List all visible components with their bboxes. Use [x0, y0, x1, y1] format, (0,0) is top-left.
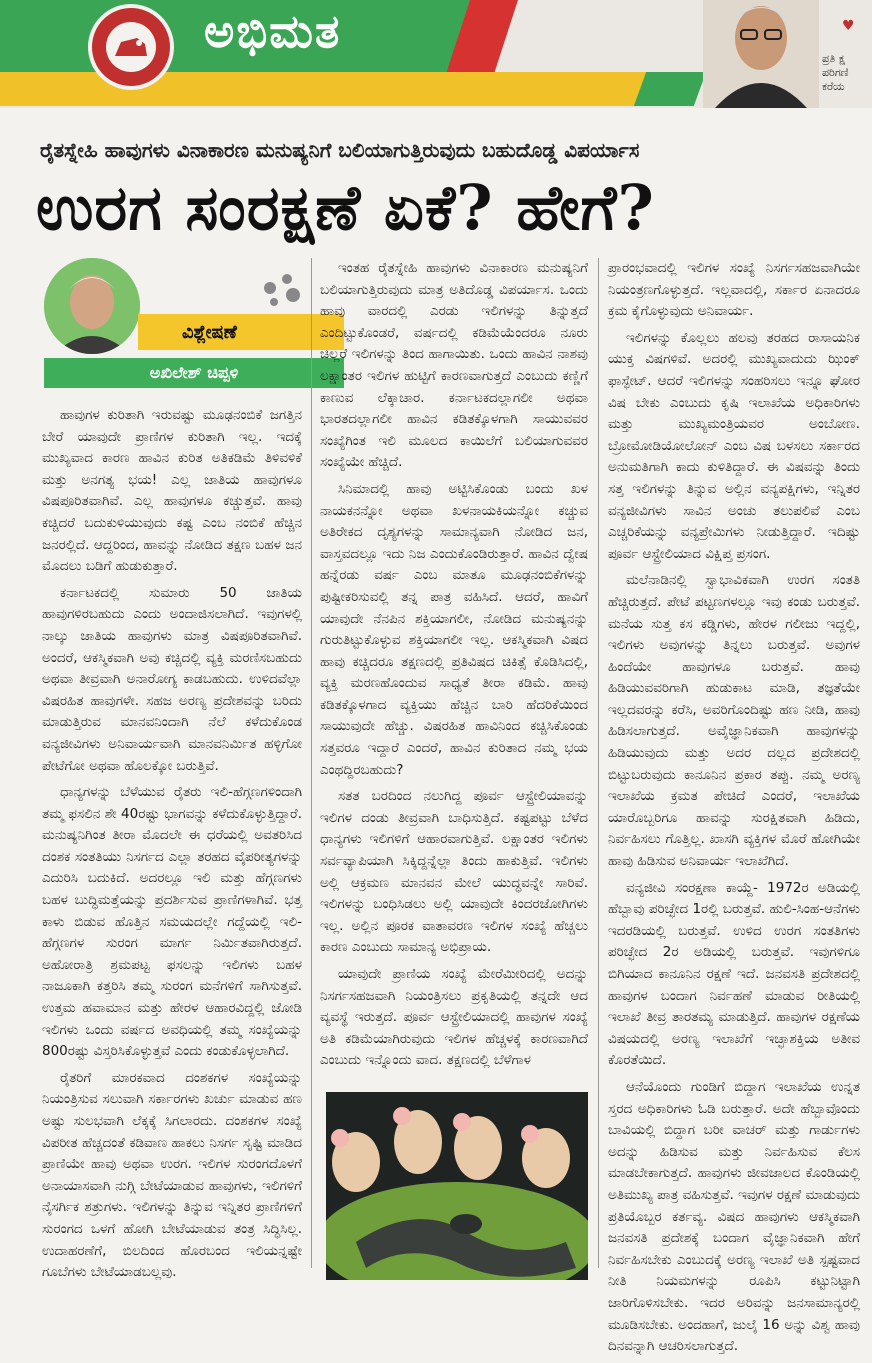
- paragraph: ಸತತ ಬರದಿಂದ ನಲುಗಿದ್ದ ಪೂರ್ವ ಆಸ್ಟ್ರೇಲಿಯಾವನ್ನು ಇಲಿಗಳ ದಂಡು ತೀವ್ರವಾಗಿ ಬಾಧಿಸುತ್ತಿದೆ. ಕಷ್ಟಪಟ್ಟು ಬೆಳೆದ ಧಾನ್ಯಗಳು ಇಲಿಗಳಿಗೆ ಆಹಾರವಾಗುತ್ತಿವೆ. ಲಕ್ಷಾಂತರ ಇಲಿಗಳು ಸರ್ವವ್ಯಾಪಿಯಾಗಿ ಸಿಕ್ಕಿದ್ದನ್ನೆಲ್ಲಾ ತಿಂದು ಹಾಕುತ್ತಿವೆ. ಇಲಿಗಳು ಅಲ್ಲಿ ಆಕ್ರಮಣ ಮಾನವನ ಮೇಲೆ ಯುದ್ಧವನ್ನೇ ಸಾರಿವೆ. ಇಲಿಗಳನ್ನು ಬಂಧಿಸಿಡಲು ಅಲ್ಲಿ ಯಾವುದೇ ಕಿಂದರಜೋಗಿಗಳು ಇಲ್ಲ. ಅಲ್ಲಿನ ಪೂರಕ ವಾತಾವರಣ ಇಲಿಗಳ ಸಂಖ್ಯೆ ಹೆಚ್ಚಲು ಕಾರಣ ಎಂಬುದು ಸಾಮಾನ್ಯ ಅಭಿಪ್ರಾಯ.: [320, 788, 588, 956]
- byline-box: [42, 256, 304, 392]
- article-kicker: ರೈತಸ್ನೇಹಿ ಹಾವುಗಳು ವಿನಾಕಾರಣ ಮನುಷ್ಯನಿಗೆ ಬಲಿಯಾಗುತ್ತಿರುವುದು ಬಹುದೊಡ್ಡ ವಿಪರ್ಯಾಸ: [40, 138, 640, 162]
- paragraph: ವನ್ಯಜೀವಿ ಸಂರಕ್ಷಣಾ ಕಾಯ್ದೆ- 1972ರ ಅಡಿಯಲ್ಲಿ ಹೆಬ್ಬಾವು ಪರಿಚ್ಛೇದ 1ರಲ್ಲಿ ಬರುತ್ತವೆ. ಹುಲಿ-ಸಿಂಹ-ಆನೆಗಳು ಇದರಡಿಯಲ್ಲಿ ಬರುತ್ತವೆ. ಉಳಿದ ಉರಗ ಸಂತತಿಗಳು ಪರಿಚ್ಛೇದ 2ರ ಅಡಿಯಲ್ಲಿ ಬರುತ್ತವೆ. ಇವುಗಳಿಗೂ ಬಿಗಿಯಾದ ಕಾನೂನಿನ ರಕ್ಷಣೆ ಇದೆ. ಜನವಸತಿ ಪ್ರದೇಶದಲ್ಲಿ ಹಾವುಗಳ ಬಂದಾಗ ನಿರ್ವಹಣೆ ಮಾಡುವ ರೀತಿಯಲ್ಲಿ ಇಲಾಖೆ ತೀವ್ರ ತಾರತಮ್ಯ ಮಾಡುತ್ತಿದೆ. ಹಾವುಗಳ ರಕ್ಷಣೆಯ ವಿಷಯದಲ್ಲಿ ಅರಣ್ಯ ಇಲಾಖೆಗೆ ಇಚ್ಛಾಶಕ್ತಿಯ ಅತೀವ ಕೊರತೆಯಿದೆ.: [608, 879, 860, 1069]
- heart-icon: ♥: [842, 18, 855, 34]
- newspaper-logo: [88, 4, 174, 90]
- author-photo: [44, 258, 140, 354]
- lion-emblem-icon: [106, 22, 156, 72]
- article-column-3: [608, 258, 860, 1363]
- mice-and-snake-photo: [326, 1092, 588, 1280]
- paragraph: ಹಾವುಗಳ ಕುರಿತಾಗಿ ಇರುವಷ್ಟು ಮೂಢನಂಬಿಕೆ ಜಗತ್ತಿನ ಬೇರೆ ಯಾವುದೇ ಪ್ರಾಣಿಗಳ ಕುರಿತಾಗಿ ಇಲ್ಲ. ಇದಕ್ಕೆ ಮುಖ್ಯವಾದ ಕಾರಣ ಹಾವಿನ ಕುರಿತ ಅತಿಕಡಿಮೆ ತಿಳಿವಳಿಕೆ ಮತ್ತು ಅನಗತ್ಯ ಭಯ! ಎಲ್ಲ ಜಾತಿಯ ಹಾವುಗಳೂ ವಿಷಪೂರಿತವಾಗಿವೆ. ಎಲ್ಲ ಹಾವುಗಳೂ ಕಚ್ಚುತ್ತವೆ. ಹಾವು ಕಚ್ಚಿದರೆ ಬದುಕುಳಿಯುವುದು ಕಷ್ಟ ಎಂಬ ನಂಬಿಕೆ ಹೆಚ್ಚಿನ ಜನರಲ್ಲಿದೆ. ಆದ್ದರಿಂದ, ಹಾವನ್ನು ನೋಡಿದ ತಕ್ಷಣ ಬಹಳ ಜನ ಮೊದಲು ಬಡಿಗೆ ಹುಡುಕುತ್ತಾರೆ.: [42, 407, 302, 575]
- banner-green-accent: [634, 72, 706, 106]
- section-label: ವಿಶ್ಲೇಷಣೆ: [138, 314, 344, 350]
- paragraph: ಇಂತಹ ರೈತಸ್ನೇಹಿ ಹಾವುಗಳು ವಿನಾಕಾರಣ ಮನುಷ್ಯನಿಗೆ ಬಲಿಯಾಗುತ್ತಿರುವುದು ಮಾತ್ರ ಅತಿದೊಡ್ಡ ವಿಪರ್ಯಾಸ. ಒಂದು ಹಾವು ವಾರದಲ್ಲಿ ಎರಡು ಇಲಿಗಳನ್ನು ತಿನ್ನುತ್ತದೆ ಎಂದಿಟ್ಟುಕೊಂಡರೆ, ವರ್ಷದಲ್ಲಿ ಕಡಿಮೆಯೆಂದರೂ ನೂರು ಚಿಲ್ಲರೆ ಇಲಿಗಳನ್ನು ತಿಂದ ಹಾಗಾಯಿತು. ಒಂದು ಹಾವಿನ ನಾಶವು ಲಕ್ಷಾಂತರ ಇಲಿಗಳ ಹುಟ್ಟಿಗೆ ಕಾರಣವಾಗುತ್ತದೆ ಎಂಬುದು ಕಣ್ಣಿಗೆ ಕಾಣುವ ಲೆಕ್ಕಾಚಾರ. ಕರ್ನಾಟಕದಲ್ಲಾಗಲೀ ಅಥವಾ ಭಾರತದಲ್ಲಾಗಲೀ ಹಾವಿನ ಕಡಿತಕ್ಕೊಳಗಾಗಿ ಸಾಯುವವರ ಸಂಖ್ಯೆಗಿಂತ ಇಲಿ ಮೂಲದ ಕಾಯಿಲೆಗೆ ಬಲಿಯಾಗುವವರ ಸಂಖ್ಯೆಯೇ ಹೆಚ್ಚಿದೆ.: [320, 260, 588, 471]
- paragraph: ಯಾವುದೇ ಪ್ರಾಣಿಯ ಸಂಖ್ಯೆ ಮೇರೆಮೀರಿದಲ್ಲಿ ಅದನ್ನು ನಿಸರ್ಗಸಹಜವಾಗಿ ನಿಯಂತ್ರಿಸಲು ಪ್ರಕೃತಿಯಲ್ಲಿ ತನ್ನದೇ ಆದ ವ್ಯವಸ್ಥೆ ಇರುತ್ತದೆ. ಪೂರ್ವ ಆಸ್ಟ್ರೇಲಿಯಾದಲ್ಲಿ ಹಾವುಗಳ ಸಂಖ್ಯೆ ಅತಿ ಕಡಿಮೆಯಾಗಿರುವುದು ಇಲಿಗಳ ಹೆಚ್ಚಳಕ್ಕೆ ಕಾರಣವಾಗಿದೆ ಎಂಬುದು ಇನ್ನೊಂದು ವಾದ. ತಕ್ಷಣದಲ್ಲಿ ಬೆಳೆಗಾಳ: [320, 966, 588, 1069]
- paragraph: ಇಲಿಗಳನ್ನು ಕೊಲ್ಲಲು ಹಲವು ತರಹದ ರಾಸಾಯನಿಕ ಯುಕ್ತ ವಿಷಗಳಿವೆ. ಅದರಲ್ಲಿ ಮುಖ್ಯವಾದುದು ಝಿಂಕ್ ಫಾಸ್ಫೇಟ್. ಆದರೆ ಇಲಿಗಳನ್ನು ಸಂಹರಿಸಲು ಇನ್ನೂ ಘೋರ ವಿಷ ಬೇಕು ಎಂಬುದು ಕೃಷಿ ಇಲಾಖೆಯ ಅಧಿಕಾರಿಗಳು ಮತ್ತು ಮುಖ್ಯಮಂತ್ರಿಯವರ ಅಂಬೋಣ. ಬ್ರೋಮೋಡಿಯೋಲೋನ್ ಎಂಬ ವಿಷ ಬಳಸಲು ಸರ್ಕಾರದ ಅನುಮತಿಗಾಗಿ ಕಾದು ಕುಳಿತಿದ್ದಾರೆ. ಈ ವಿಷವನ್ನು ತಿಂದು ಸತ್ತ ಇಲಿಗಳನ್ನು ತಿನ್ನುವ ಅಲ್ಲಿನ ವನ್ಯಪಕ್ಷಿಗಳು, ಇನ್ನಿತರ ವನ್ಯಜೀವಿಗಳು ಸಾವಿನ ಅಂಚು ತಲುಪಲಿವೆ ಎಂಬ ಎಚ್ಚರಿಕೆಯನ್ನು ವನ್ಯಪ್ರೇಮಿಗಳು ನೀಡುತ್ತಿದ್ದಾರೆ. ಇದಿಷ್ಟು ಪೂರ್ವ ಆಸ್ಟ್ರೇಲಿಯಾದ ವಿಕ್ಷಿಪ್ತ ಪ್ರಸಂಗ.: [608, 329, 860, 562]
- article-column-1: [42, 405, 302, 1289]
- section-masthead-title: ಅಭಿಮತ: [204, 4, 342, 58]
- paragraph: ರೈತರಿಗೆ ಮಾರಕವಾದ ದಂಶಕಗಳ ಸಂಖ್ಯೆಯನ್ನು ನಿಯಂತ್ರಿಸುವ ಸಲುವಾಗಿ ಸರ್ಕಾರಗಳು ಖರ್ಚು ಮಾಡುವ ಹಣ ಅಷ್ಟು ಸುಲಭವಾಗಿ ಲೆಕ್ಕಕ್ಕೆ ಸಿಗಲಾರದು. ದಂಶಕಗಳ ಸಂಖ್ಯೆ ವಿಪರೀತ ಹೆಚ್ಚದಂತೆ ಕಡಿವಾಣ ಹಾಕಲು ನಿಸರ್ಗ ಸೃಷ್ಟಿ ಮಾಡಿದ ಪ್ರಾಣಿಯೇ ಹಾವು ಅಥವಾ ಉರಗ. ಇಲಿಗಳ ಸುರಂಗದೊಳಗೆ ಅನಾಯಾಸವಾಗಿ ನುಗ್ಗಿ ಬೇಟೆಯಾಡುವ ಹಾವುಗಳು, ಇಲಿಗಳಿಗೆ ನೈಸರ್ಗಿಕ ಶತ್ರುಗಳು. ಇಲಿಗಳನ್ನು ತಿನ್ನುವ ಇನ್ನಿತರ ಪ್ರಾಣಿಗಳಿಗೆ ಸುರಂಗದ ಒಳಗೆ ಹೋಗಿ ಬೇಟೆಯಾಡುವ ತಂತ್ರ ಸಿದ್ಧಿಸಿಲ್ಲ. ಉದಾಹರಣೆಗೆ, ಬಿಲದಿಂದ ಹೊರಬಂದ ಇಲಿಯನ್ನಷ್ಟೇ ಗೂಬೆಗಳು ಬೇಟೆಯಾಡಬಲ್ಲವು.: [42, 1069, 302, 1281]
- banner-yellow-band: [0, 72, 660, 106]
- article-column-2: [320, 258, 588, 1077]
- paragraph: ಆನೆಯೊಂದು ಗುಂಡಿಗೆ ಬಿದ್ದಾಗ ಇಲಾಖೆಯ ಉನ್ನತ ಸ್ತರದ ಅಧಿಕಾರಿಗಳು ಓಡಿ ಬರುತ್ತಾರೆ. ಅದೇ ಹೆಬ್ಬಾವೊಂದು ಬಾವಿಯಲ್ಲಿ ಬಿದ್ದಾಗ ಬರೀ ವಾಚರ್ ಮತ್ತು ಗಾರ್ಡುಗಳು ಅದನ್ನು ಹಿಡಿಸುವ ಮತ್ತು ನಿರ್ವಹಿಸುವ ಕೆಲಸ ಮಾಡಬೇಕಾಗುತ್ತದೆ. ಹಾವುಗಳು ಜೀವಜಾಲದ ಕೊಂಡಿಯಲ್ಲಿ ಅತಿಮುಖ್ಯ ಪಾತ್ರ ವಹಿಸುತ್ತವೆ. ಇವುಗಳ ರಕ್ಷಣೆ ಮಾಡುವುದು ಪ್ರತಿಯೊಬ್ಬರ ಕರ್ತವ್ಯ. ವಿಷದ ಹಾವುಗಳು ಆಕಸ್ಮಿಕವಾಗಿ ಜನವಸತಿ ಪ್ರದೇಶಕ್ಕೆ ಬಂದಾಗ ವೈಜ್ಞಾನಿಕವಾಗಿ ಹೇಗೆ ನಿರ್ವಹಿಸಬೇಕು ಎಂಬುದಕ್ಕೆ ಅರಣ್ಯ ಇಲಾಖೆ ಅತಿ ಸ್ಪಷ್ಟವಾದ ನೀತಿ ನಿಯಮಗಳನ್ನು ರೂಪಿಸಿ ಕಟ್ಟುನಿಟ್ಟಾಗಿ ಜಾರಿಗೊಳಿಸಬೇಕು. ಇದರ ಅರಿವನ್ನು ಜನಸಾಮಾನ್ಯರಲ್ಲಿ ಮೂಡಿಸಬೇಕು. ಅಂದಹಾಗೆ, ಜುಲೈ 16 ಅನ್ನು ವಿಶ್ವ ಹಾವು ದಿನವನ್ನಾಗಿ ಆಚರಿಸಲಾಗುತ್ತದೆ.: [608, 1078, 860, 1355]
- masthead-banner: [0, 0, 872, 108]
- author-name: ಅಖಿಲೇಶ್ ಚಿಪ್ಪಳಿ: [44, 358, 344, 388]
- column-divider: [311, 258, 312, 1268]
- column-divider: [598, 258, 599, 1268]
- masthead-side-text: ಪ್ರತಿ ಕ್ಷ ಪರಿಗಣಿ ಕರೆಯ: [822, 52, 849, 93]
- paragraph: ಮಲೆನಾಡಿನಲ್ಲಿ ಸ್ವಾಭಾವಿಕವಾಗಿ ಉರಗ ಸಂತತಿ ಹೆಚ್ಚಿರುತ್ತದೆ. ಪೇಟೆ ಪಟ್ಟಣಗಳಲ್ಲೂ ಇವು ಕಂಡು ಬರುತ್ತವೆ. ಮನೆಯ ಸುತ್ತ ಕಸ ಕಡ್ಡಿಗಳು, ಹೇರಳ ಗಲೀಜು ಇದ್ದಲ್ಲಿ, ಇಲಿಗಳು ಅವುಗಳನ್ನು ತಿನ್ನಲು ಬರುತ್ತವೆ. ಅವುಗಳ ಹಿಂದೆಯೇ ಹಾವುಗಳೂ ಬರುತ್ತವೆ. ಹಾವು ಹಿಡಿಯುವವರಿಗಾಗಿ ಹುಡುಕಾಟ ಮಾಡಿ, ತಜ್ಞತೆಯೇ ಇಲ್ಲದವರನ್ನು ಕರೆಸಿ, ಅವರಿಗೊಂದಿಷ್ಟು ಹಣ ನೀಡಿ, ಹಾವು ಹಿಡಿಸಲಾಗುತ್ತದೆ. ಅವೈಜ್ಞಾನಿಕವಾಗಿ ಹಾವುಗಳನ್ನು ಹಿಡಿಯುವುದು ಮತ್ತು ಅದರ ದಲ್ಲದ ಪ್ರದೇಶದಲ್ಲಿ ಬಿಟ್ಟುಬರುವುದು ಕಾನೂನಿನ ಪ್ರಕಾರ ತಪ್ಪು. ನಮ್ಮ ಅರಣ್ಯ ಇಲಾಖೆಯ ಕ್ರಮತ ಪೇಚಿದೆ ಎಂದರೆ, ಇಲಾಖೆಯ ಯಾರೊಬ್ಬರಿಗೂ ಹಾವನ್ನು ಸುರಕ್ಷಿತವಾಗಿ ಹಿಡಿದು, ನಿರ್ವಹಿಸಲು ಗೊತ್ತಿಲ್ಲ. ಖಾಸಗಿ ವ್ಯಕ್ತಿಗಳ ಮೊರೆ ಹೋಗಿಯೇ ಹಾವು ಹಿಡಿಸುವ ಅನಿವಾರ್ಯ ಇಲಾಖೆಗಿದೆ.: [608, 572, 860, 870]
- paragraph: ಕರ್ನಾಟಕದಲ್ಲಿ ಸುಮಾರು 50 ಜಾತಿಯ ಹಾವುಗಳಿರಬಹುದು ಎಂದು ಅಂದಾಜಿಸಲಾಗಿದೆ. ಇವುಗಳಲ್ಲಿ ನಾಲ್ಕು ಜಾತಿಯ ಹಾವುಗಳು ಮಾತ್ರ ವಿಷಪೂರಿತವಾಗಿವೆ. ಅಂದರೆ, ಆಕಸ್ಮಿಕವಾಗಿ ಅವು ಕಚ್ಚಿದಲ್ಲಿ ವ್ಯಕ್ತಿ ಮರಣಿಸಬಹುದು ಅಥವಾ ತೀವ್ರವಾಗಿ ಅನಾರೋಗ್ಯ ಕಾಡಬಹುದು. ಉಳಿದವೆಲ್ಲಾ ವಿಷರಹಿತ ಹಾವುಗಳೇ. ಸಹಜ ಅರಣ್ಯ ಪ್ರದೇಶವನ್ನು ಬರಿದು ಮಾಡುತ್ತಿರುವ ಮಾನವನಿಂದಾಗಿ ನೆಲೆ ಕಳೆದುಕೊಂಡ ವನ್ಯಜೀವಿಗಳು ಅನಿವಾರ್ಯವಾಗಿ ಮಾನವನಿರ್ಮಿತ ಹಳ್ಳಿಗೋ ಪೇಟೆಗೋ ಅಥವಾ ಹೊಲಕ್ಕೋ ಬರುತ್ತಿವೆ.: [42, 584, 302, 774]
- paragraph: ಧಾನ್ಯಗಳನ್ನು ಬೆಳೆಯುವ ರೈತರು ಇಲಿ-ಹೆಗ್ಗಣಗಳಿಂದಾಗಿ ತಮ್ಮ ಫಸಲಿನ ಶೇ 40ರಷ್ಟು ಭಾಗವನ್ನು ಕಳೆದುಕೊಳ್ಳುತ್ತಿದ್ದಾರೆ. ಮನುಷ್ಯನಿಗಿಂತ ತೀರಾ ಮೊದಲೇ ಈ ಧರೆಯಲ್ಲಿ ಅವತರಿಸಿದ ದಂಶಕ ಸಂತತಿಯು ನಿಸರ್ಗದ ಎಲ್ಲಾ ತರಹದ ವೈಪರೀತ್ಯಗಳನ್ನು ಎದುರಿಸಿ ಬದುಕಿದೆ. ಅದರಲ್ಲೂ ಇಲಿ ಮತ್ತು ಹೆಗ್ಗಣಗಳು ಬಹಳ ಬುದ್ಧಿಮತ್ತೆಯನ್ನು ಪ್ರದರ್ಶಿಸುವ ಪ್ರಾಣಿಗಳಾಗಿವೆ. ಭತ್ತ ಕಾಳು ಬಿಡುವ ಹೊತ್ತಿನ ಸಮಯದಲ್ಲೇ ಗದ್ದೆಯಲ್ಲಿ ಇಲಿ-ಹೆಗ್ಗಣಗಳ ಸುರಂಗ ಮಾರ್ಗ ನಿರ್ಮಿತವಾಗಿರುತ್ತದೆ. ಅಹೋರಾತ್ರಿ ಶ್ರಮಪಟ್ಟ ಫಸಲನ್ನು ಇಲಿಗಳು ಬಹಳ ನಾಜೂಕಾಗಿ ಕತ್ತರಿಸಿ ತಮ್ಮ ಸುರಂಗ ಮನೆಗಳಿಗೆ ಸಾಗಿಸುತ್ತವೆ. ಉತ್ತಮ ಹವಾಮಾನ ಮತ್ತು ಹೇರಳ ಆಹಾರವಿದ್ದಲ್ಲಿ ಜೋಡಿ ಇಲಿಗಳು ಒಂದು ವರ್ಷದ ಅವಧಿಯಲ್ಲಿ ತಮ್ಮ ಸಂಖ್ಯೆಯನ್ನು 800ರಷ್ಟು ವಿಸ್ತರಿಸಿಕೊಳ್ಳುತ್ತವೆ ಎಂದು ಕಂಡುಕೊಳ್ಳಲಾಗಿದೆ.: [42, 784, 302, 1060]
- article-headline: ಉರಗ ಸಂರಕ್ಷಣೆ ಏಕೆ? ಹೇಗೆ?: [36, 171, 655, 244]
- columnist-photo-top: [703, 0, 819, 108]
- paragraph: ಸಿನಿಮಾದಲ್ಲಿ ಹಾವು ಅಟ್ಟಿಸಿಕೊಂಡು ಬಂದು ಖಳ ನಾಯಕನನ್ನೋ ಅಥವಾ ಖಳನಾಯಕಿಯನ್ನೋ ಕಚ್ಚುವ ಅತಿರೇಕದ ದೃಶ್ಯಗಳನ್ನು ಸಾಮಾನ್ಯವಾಗಿ ನೋಡಿದ ಜನ, ವಾಸ್ತವದಲ್ಲೂ ಇದು ನಿಜ ಎಂದುಕೊಂಡಿರುತ್ತಾರೆ. ಹಾವಿನ ದ್ವೇಷ ಹನ್ನೆರಡು ವರ್ಷ ಎಂಬ ಮಾತೂ ಮೂಢನಂಬಿಕೆಗಳನ್ನು ಪುಷ್ಟೀಕರಿಸುವಲ್ಲಿ ತನ್ನ ಪಾತ್ರ ವಹಿಸಿದೆ. ಆದರೆ, ಹಾವಿಗೆ ಯಾವುದೇ ನೆನಪಿನ ಶಕ್ತಿಯಾಗಲೀ, ನೋಡಿದ ಮನುಷ್ಯನನ್ನು ಗುರುತಿಟ್ಟುಕೊಳ್ಳುವ ಶಕ್ತಿಯಾಗಲೀ ಇಲ್ಲ. ಆಕಸ್ಮಿಕವಾಗಿ ವಿಷದ ಹಾವು ಕಚ್ಚಿದರೂ ತಕ್ಷಣದಲ್ಲಿ ಪ್ರತಿವಿಷದ ಚಿಕಿತ್ಸೆ ಕೊಡಿಸಿದಲ್ಲಿ, ವ್ಯಕ್ತಿ ಮರಣಹೊಂದುವ ಸಾಧ್ಯತೆ ತೀರಾ ಕಡಿಮೆ. ಹಾವು ಕಡಿತಕ್ಕೊಳಗಾದ ವ್ಯಕ್ತಿಯು ಹೆಚ್ಚಿನ ಬಾರಿ ಹೆದರಿಕೆಯಿಂದ ಸಾಯುವುದೇ ಹೆಚ್ಚು. ವಿಷರಹಿತ ಹಾವಿನಿಂದ ಕಚ್ಚಿಸಿಕೊಂಡು ಸತ್ತವರೂ ಇದ್ದಾರೆ ಎಂದರೆ, ಹಾವಿನ ಕುರಿತಾದ ನಮ್ಮ ಭಯ ಎಂಥದ್ದಿರಬಹುದು?: [320, 480, 588, 778]
- paragraph: ಪ್ರಾರಂಭವಾದಲ್ಲಿ ಇಲಿಗಳ ಸಂಖ್ಯೆ ನಿಸರ್ಗಸಹಜವಾಗಿಯೇ ನಿಯಂತ್ರಣಗೊಳ್ಳುತ್ತದೆ. ಇಲ್ಲವಾದಲ್ಲಿ, ಸರ್ಕಾರ ಏನಾದರೂ ಕ್ರಮ ಕೈಗೊಳ್ಳುವುದು ಅನಿವಾರ್ಯ.: [608, 260, 860, 320]
